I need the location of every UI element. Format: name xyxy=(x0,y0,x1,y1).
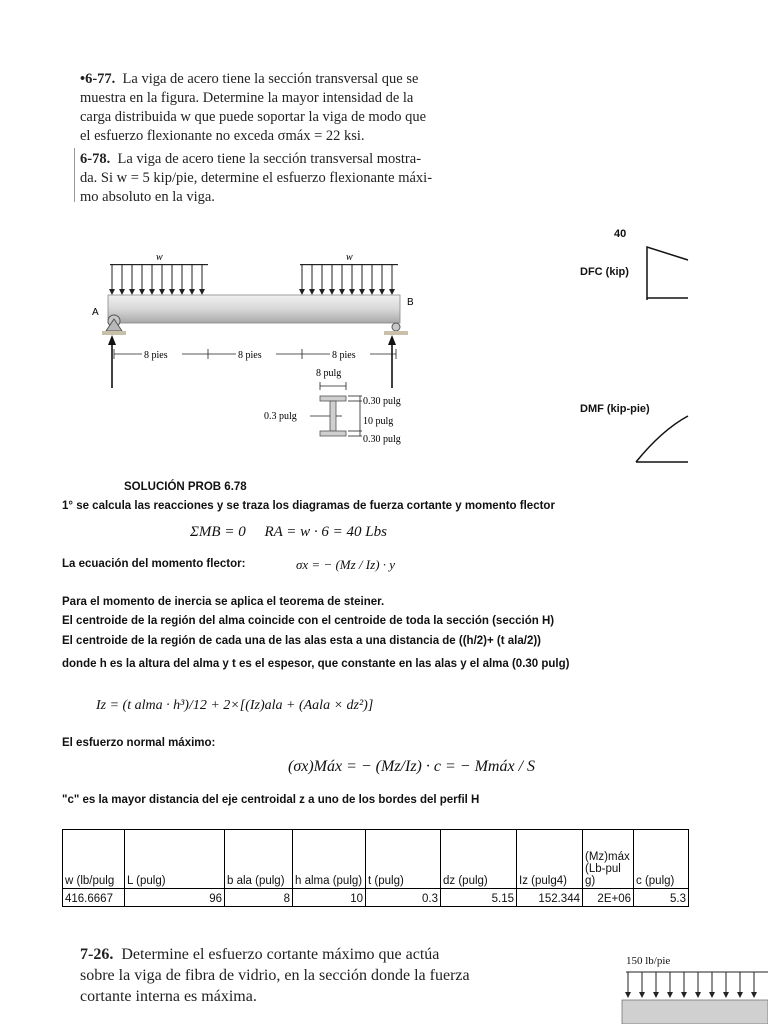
table-row xyxy=(63,889,689,907)
moment-diagram xyxy=(632,410,690,466)
c-distance-note: "c" es la mayor distancia del eje centroidal z a uno de los bordes del perfil H xyxy=(62,794,480,806)
inertia-line: donde h es la altura del alma y t es el espesor, que constante en las alas y el alma (0.30 pulg) xyxy=(62,658,570,670)
inertia-line: El centroide de la región del alma coincide con el centroide de toda la sección (sección H) xyxy=(62,615,555,627)
problem-6-78 xyxy=(80,150,440,207)
problem-text-line: La viga de acero tiene la sección transversal mostra- xyxy=(117,151,422,167)
flange-top-label: 0.30 pulg xyxy=(363,396,401,407)
load-label-left: w xyxy=(156,252,163,263)
inertia-equation: Iz = (t alma · h³)/12 + 2×[(Iz)ala + (Aala × dz²)] xyxy=(96,698,374,713)
problem-text-line: cortante interna es máxima. xyxy=(80,988,257,1005)
beam-figure xyxy=(80,245,440,455)
table-cell: 2E+06 xyxy=(583,889,634,907)
table-cell: 10 xyxy=(293,889,366,907)
table-header-cell: c (pulg) xyxy=(634,830,689,889)
reaction-equation: ΣMB = 0 RA = w · 6 = 40 Lbs xyxy=(190,524,387,540)
solution-step-1: 1° se calcula las reacciones y se traza los diagramas de fuerza cortante y momento flector xyxy=(62,500,555,512)
span-label: 8 pies xyxy=(332,350,356,361)
table-header-cell: t (pulg) xyxy=(366,830,441,889)
span-label: 8 pies xyxy=(144,350,168,361)
load-label-right: w xyxy=(346,252,353,263)
dmf-label: DMF (kip-pie) xyxy=(580,403,650,415)
problem-text-line: da. Si w = 5 kip/pie, determine el esfuerzo flexionante máxi- xyxy=(80,170,433,186)
distributed-load-left xyxy=(109,264,208,295)
section-width-label: 8 pulg xyxy=(316,368,342,379)
max-stress-equation: (σx)Máx = − (Mz/Iz) · c = − Mmáx / S xyxy=(288,758,536,775)
table-cell: 152.344 xyxy=(517,889,583,907)
moment-equation-label: La ecuación del momento flector: xyxy=(62,558,246,570)
web-thickness-label: 0.3 pulg xyxy=(264,411,297,422)
reaction-arrows xyxy=(112,341,392,388)
problem-7-26 xyxy=(80,944,470,1007)
problem-text-line: sobre la viga de fibra de vidrio, en la sección donde la fuerza xyxy=(80,967,470,984)
moment-equation: σx = − (Mz / Iz) · y xyxy=(296,557,396,572)
web-height-label: 10 pulg xyxy=(363,416,394,427)
beam xyxy=(108,295,400,323)
support-label-a: A xyxy=(92,307,99,318)
fiberglass-beam-figure xyxy=(620,968,768,1024)
problem-number: 6-78. xyxy=(80,151,111,167)
problem-6-77 xyxy=(80,70,440,146)
table-header-cell: (Mz)máx (Lb-pulg) xyxy=(583,830,634,889)
table-header-cell: Iz (pulg4) xyxy=(517,830,583,889)
max-stress-label: El esfuerzo normal máximo: xyxy=(62,737,216,749)
inertia-line: Para el momento de inercia se aplica el teorema de steiner. xyxy=(62,596,385,608)
table-cell: 5.15 xyxy=(441,889,517,907)
shear-diagram xyxy=(640,240,690,302)
roller-support-b xyxy=(384,323,408,335)
table-header-cell: L (pulg) xyxy=(125,830,225,889)
problem-number: 7-26. xyxy=(80,946,114,963)
solution-title: SOLUCIÓN PROB 6.78 xyxy=(124,481,247,493)
dfc-label: DFC (kip) xyxy=(580,266,629,278)
problem-text-line: Determine el esfuerzo cortante máximo que actúa xyxy=(121,946,440,963)
problem-text-line: La viga de acero tiene la sección transversal que se xyxy=(122,71,419,87)
table-header-cell: b ala (pulg) xyxy=(225,830,293,889)
table-cell: 416.6667 xyxy=(63,889,125,907)
distributed-load-right xyxy=(299,264,398,295)
table-cell: 8 xyxy=(225,889,293,907)
problem-text-line: mo absoluto en la viga. xyxy=(80,189,215,205)
dfc-value: 40 xyxy=(614,228,627,240)
load-label-7-26: 150 lb/pie xyxy=(626,955,671,967)
problem-text-line: el esfuerzo flexionante no exceda σmáx = 22 ksi. xyxy=(80,128,365,144)
flange-bottom-label: 0.30 pulg xyxy=(363,434,401,445)
table-header-cell: h alma (pulg) xyxy=(293,830,366,889)
span-label: 8 pies xyxy=(238,350,262,361)
problem-number: •6-77. xyxy=(80,71,116,87)
problem-text-line: carga distribuida w que puede soportar la viga de modo que xyxy=(80,109,427,125)
inertia-line: El centroide de la región de cada una de las alas esta a una distancia de ((h/2)+ (t ala/2)) xyxy=(62,635,542,647)
table-header-row xyxy=(63,830,689,889)
results-table xyxy=(62,829,689,907)
table-cell: 96 xyxy=(125,889,225,907)
table-cell: 0.3 xyxy=(366,889,441,907)
table-cell: 5.3 xyxy=(634,889,689,907)
problem-text-line: muestra en la figura. Determine la mayor intensidad de la xyxy=(80,90,414,106)
table-header-cell: dz (pulg) xyxy=(441,830,517,889)
table-header-cell: w (lb/pulg xyxy=(63,830,125,889)
support-label-b: B xyxy=(407,297,414,308)
problem-divider xyxy=(74,148,75,202)
